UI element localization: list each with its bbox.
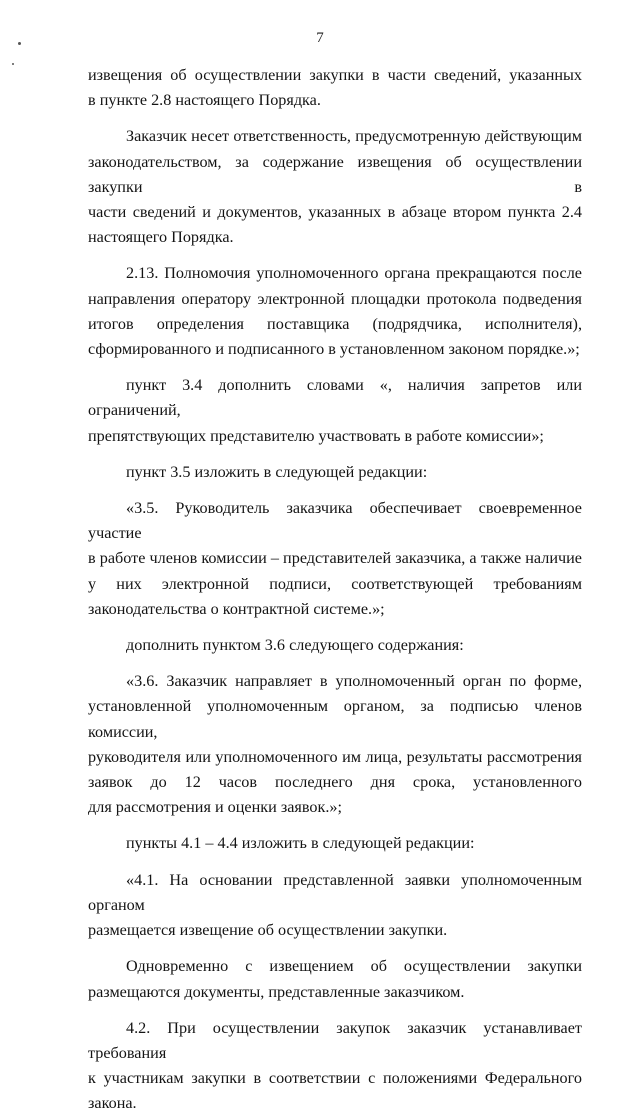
paragraph-responsibility [88, 124, 582, 250]
text-line: итогов определения поставщика (подрядчика, исполнителя), [88, 314, 582, 333]
paragraph-3-6-intro [88, 633, 582, 658]
paragraph-3-5 [88, 496, 582, 622]
text-line: сформированного и подписанного в установленном законом порядке.»; [88, 340, 580, 359]
text-line: у них электронной подписи, соответствующей требованиям [88, 574, 582, 593]
text-line: препятствующих представителю участвовать в работе комиссии»; [88, 426, 544, 445]
text-line: пункт 3.5 изложить в следующей редакции: [126, 462, 428, 481]
text-line: 4.2. При осуществлении закупок заказчик устанавливает требования [88, 1018, 582, 1062]
paragraph-simultaneously [88, 954, 582, 1004]
text-line: «3.5. Руководитель заказчика обеспечивает своевременное участие [88, 499, 582, 543]
text-line: настоящего Порядка. [88, 228, 234, 247]
text-line: заявок до 12 часов последнего дня срока, установленного [88, 773, 582, 792]
text-line: 2.13. Полномочия уполномоченного органа прекращаются после [126, 264, 582, 283]
paragraph-4-1 [88, 868, 582, 944]
text-line: направления оператору электронной площадки протокола подведения [88, 289, 582, 308]
text-line: «3.6. Заказчик направляет в уполномоченный орган по форме, [126, 672, 582, 691]
document-body [88, 63, 582, 1117]
paragraph-3-4 [88, 373, 582, 449]
text-line: законодательства о контрактной системе.»; [88, 599, 385, 618]
text-line: установленной уполномоченным органом, за подписью членов комиссии, [88, 697, 582, 741]
text-line: в пункте 2.8 настоящего Порядка. [88, 91, 321, 110]
paragraph-4-2 [88, 1016, 582, 1117]
text-line: к участникам закупки в соответствии с положениями Федерального закона. [88, 1069, 582, 1113]
text-line: Заказчик несет ответственность, предусмотренную действующим [126, 127, 582, 146]
page-number: 7 [316, 30, 324, 46]
text-line: размещаются документы, представленные заказчиком. [88, 982, 465, 1001]
scan-speck [12, 63, 14, 65]
text-line: размещается извещение об осуществлении закупки. [88, 921, 448, 940]
text-line: «4.1. На основании представленной заявки уполномоченным органом [88, 870, 582, 914]
text-line: части сведений и документов, указанных в абзаце втором пункта 2.4 [88, 203, 582, 222]
paragraph-3-5-intro [88, 460, 582, 485]
text-line: пункт 3.4 дополнить словами «, наличия запретов или ограничений, [88, 376, 582, 420]
text-line: руководителя или уполномоченного им лица, результаты рассмотрения [88, 747, 582, 766]
paragraph-3-6 [88, 669, 582, 820]
text-line: Одновременно с извещением об осуществлении закупки [126, 957, 582, 976]
text-line: для рассмотрения и оценки заявок.»; [88, 798, 342, 817]
paragraph-4-intro [88, 831, 582, 856]
paragraph-2-13 [88, 261, 582, 362]
text-line: дополнить пунктом 3.6 следующего содержания: [126, 636, 464, 655]
text-line: законодательством, за содержание извещения об осуществлении закупки в [88, 152, 582, 196]
text-line: в работе членов комиссии – представителей заказчика, а также наличие [88, 549, 582, 568]
text-line: пункты 4.1 – 4.4 изложить в следующей редакции: [126, 834, 475, 853]
text-line: извещения об осуществлении закупки в части сведений, указанных [88, 66, 582, 84]
